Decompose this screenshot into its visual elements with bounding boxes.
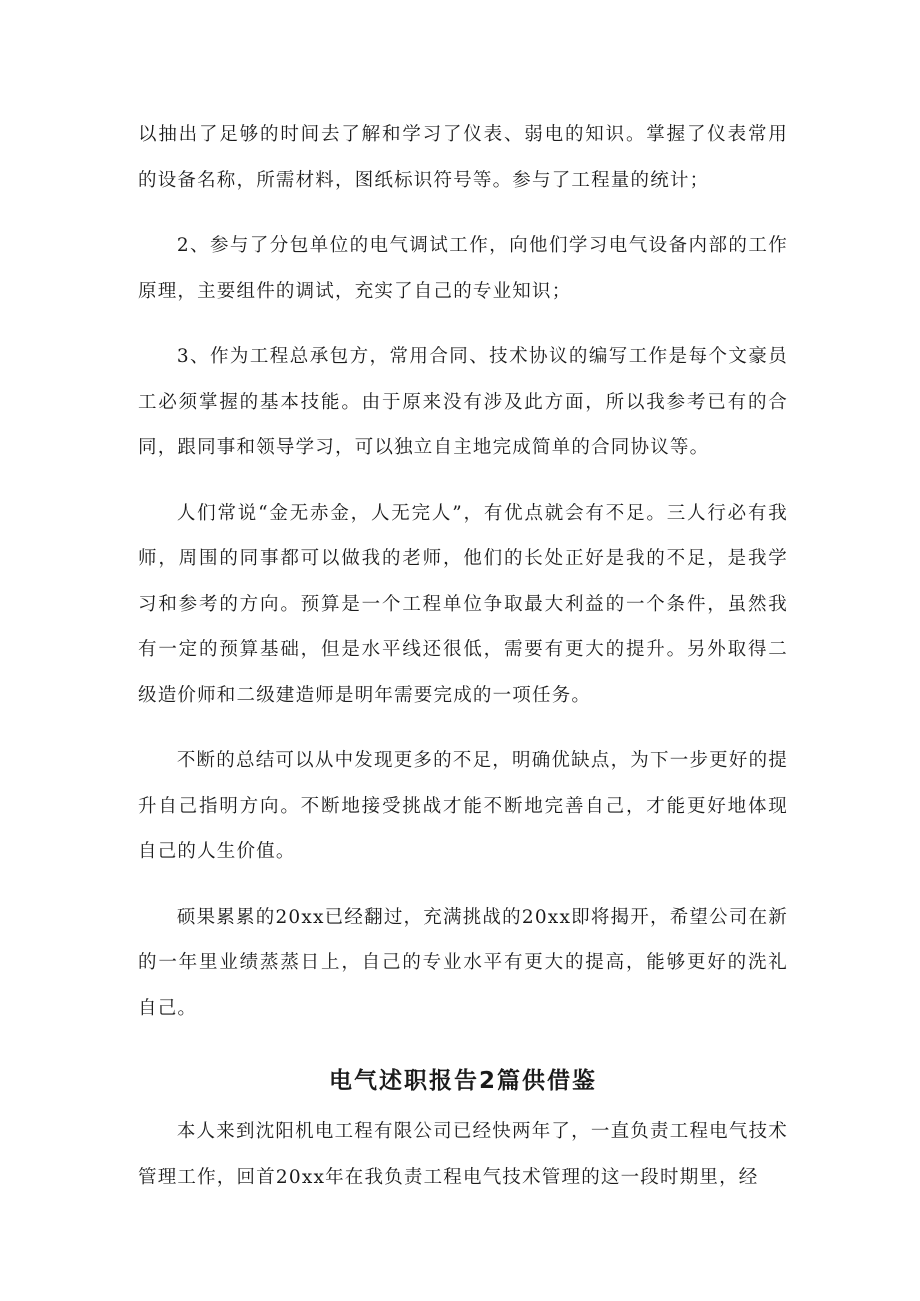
paragraph-item-2: 2、参与了分包单位的电气调试工作，向他们学习电气设备内部的工作原理，主要组件的调试，充实了自己的专业知识； (138, 235, 788, 302)
document-body (138, 112, 788, 1220)
section-heading: 电气述职报告2篇供借鉴 (328, 1068, 597, 1094)
paragraph-continuation: 以抽出了足够的时间去了解和学习了仪表、弱电的知识。掌握了仪表常用的设备名称，所需材料，图纸标识符号等。参与了工程量的统计； (138, 124, 788, 191)
paragraph-closing: 硕果累累的20xx已经翻过，充满挑战的20xx即将揭开，希望公司在新的一年里业绩蒸蒸日上，自己的专业水平有更大的提高，能够更好的洗礼自己。 (138, 906, 788, 1019)
paragraph-report-intro: 本人来到沈阳机电工程有限公司已经快两年了，一直负责工程电气技术管理工作，回首20xx年在我负责工程电气技术管理的这一段时期里，经 (138, 1121, 788, 1188)
paragraph-summary: 不断的总结可以从中发现更多的不足，明确优缺点，为下一步更好的提升自己指明方向。不断地接受挑战才能不断地完善自己，才能更好地体现自己的人生价值。 (138, 750, 788, 862)
paragraph-shortcomings: 人们常说“金无赤金，人无完人”，有优点就会有不足。三人行必有我师，周围的同事都可以做我的老师，他们的长处正好是我的不足，是我学习和参考的方向。预算是一个工程单位争取最大利益的一个条件，虽然我有一定的预算基础，但是水平线还很低，需要有更大的提升。另外取得二级造价师和二级建造师是明年需要完成的一项任务。 (138, 502, 788, 706)
paragraph-item-3: 3、作为工程总承包方，常用合同、技术协议的编写工作是每个文豪员工必须掌握的基本技能。由于原来没有涉及此方面，所以我参考已有的合同，跟同事和领导学习，可以独立自主地完成简单的合同协议等。 (138, 346, 788, 458)
